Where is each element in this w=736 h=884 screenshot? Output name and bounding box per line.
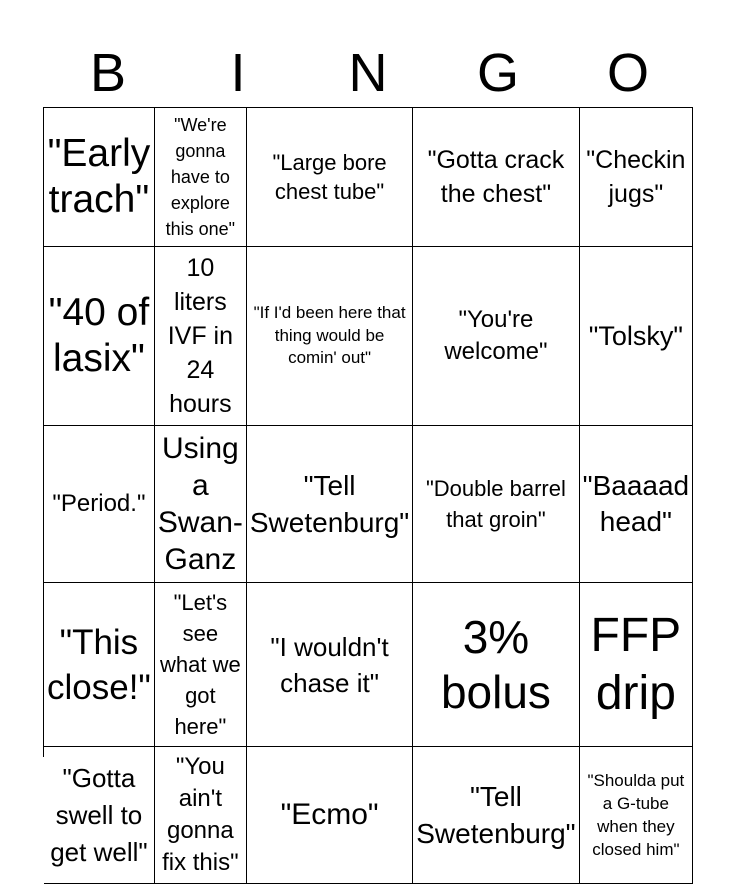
cell-text: Using a Swan-Ganz [157,432,243,576]
cell-text: "You ain't gonna fix this" [162,753,239,876]
cell-text: "You're welcome" [444,306,548,365]
cell-text: "40 of lasix" [48,291,150,380]
bingo-cell[interactable] [247,583,413,747]
bingo-cell[interactable] [44,108,155,247]
cell-text: "Ecmo" [280,798,379,831]
bingo-cell[interactable] [413,747,579,884]
cell-text: "Early trach" [47,132,151,221]
bingo-cell[interactable] [413,583,579,747]
bingo-cell[interactable] [44,426,155,583]
bingo-cell[interactable] [247,747,413,884]
bingo-cell[interactable] [580,108,693,247]
bingo-cell[interactable] [247,426,413,583]
bingo-cell[interactable] [155,747,247,884]
bingo-cell[interactable] [413,426,579,583]
header-letter-b: B [89,43,127,103]
header-letter-g: G [476,43,519,103]
cell-text: "This close!" [47,622,151,707]
cell-text: "Tell Swetenburg" [249,470,410,538]
cell-text: FFP drip [590,608,682,720]
bingo-cell[interactable] [413,108,579,247]
bingo-cell[interactable] [580,247,693,426]
cell-text: "Double barrel that groin" [425,476,566,532]
bingo-cell[interactable] [155,583,247,747]
cell-text: "Let's see what we got here" [160,590,241,739]
bingo-cell[interactable] [155,247,247,426]
cell-text: 3% bolus [440,610,551,718]
header-letter-n: N [348,43,388,103]
cell-text: "We're gonna have to explore this one" [165,115,236,239]
cell-text: "Gotta swell to get well" [50,762,148,867]
bingo-cell[interactable] [413,247,579,426]
cell-text: "Checkin jugs" [586,146,686,208]
bingo-board [43,107,693,876]
bingo-cell[interactable] [155,426,247,583]
bingo-cell[interactable] [44,747,155,884]
bingo-cell[interactable] [44,247,155,426]
bingo-cell[interactable] [580,747,693,884]
bingo-header [43,40,693,106]
cell-text: "Tolsky" [588,321,683,351]
cell-text: "Gotta crack the chest" [427,146,565,208]
cell-text: "I wouldn't chase it" [270,631,389,698]
bingo-cell[interactable] [247,108,413,247]
bingo-cell[interactable] [155,108,247,247]
cell-text: "Baaaad head" [582,470,690,537]
cell-text: "Large bore chest tube" [272,150,387,204]
cell-text: "Shoulda put a G-tube when they closed him" [587,771,685,859]
cell-text: "Tell Swetenburg" [416,781,576,849]
bingo-cell[interactable] [580,583,693,747]
cell-text: "Period." [52,490,146,517]
bingo-cell[interactable] [580,426,693,583]
header-letter-i: I [230,43,246,103]
bingo-cell[interactable] [44,583,155,747]
cell-text: 10 liters IVF in 24 hours [167,254,233,418]
bingo-cell[interactable] [247,247,413,426]
cell-text: "If I'd been here that thing would be comin' out" [253,303,406,368]
header-letter-o: O [606,43,649,103]
